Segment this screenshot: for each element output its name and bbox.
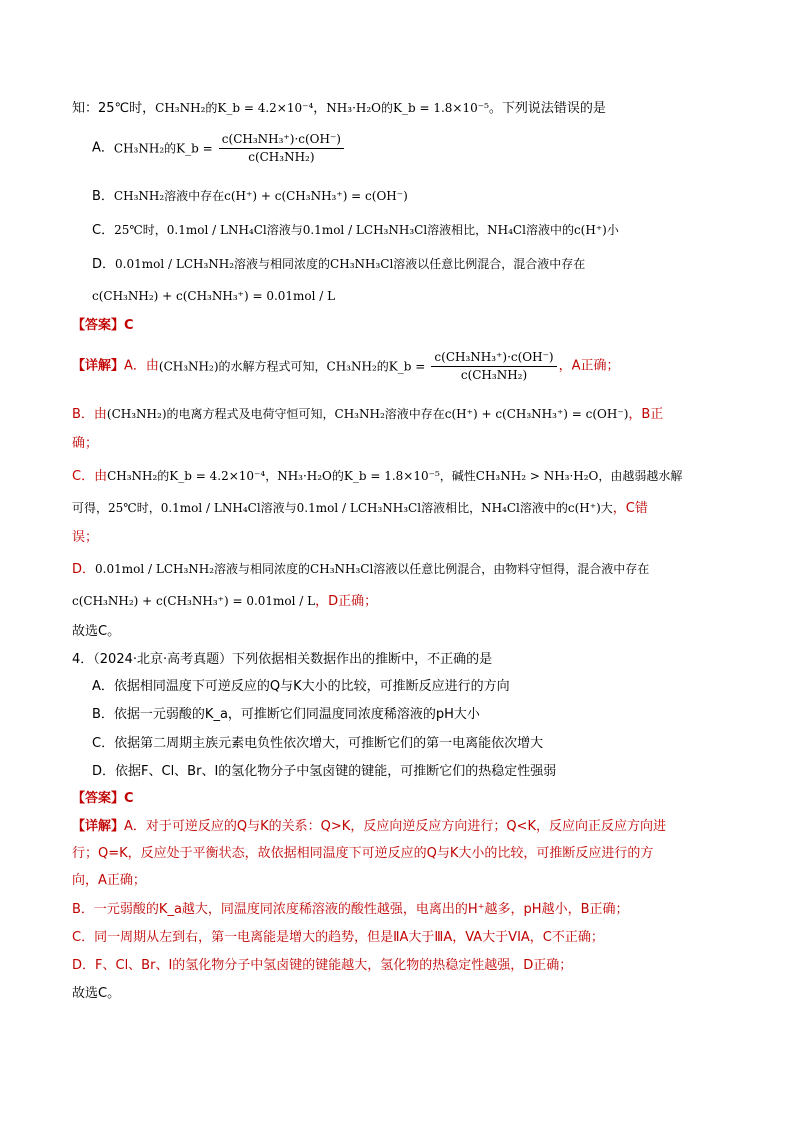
q3-stem-prefix: 知：25℃时， <box>72 101 156 116</box>
q4-option-b-text: B．依据一元弱酸的K_a，可推断它们同温度同浓度稀溶液的pH大小 <box>92 707 480 722</box>
q3-option-a-denominator: c(CH₃NH₂) <box>248 150 315 164</box>
q3-detail-b <box>72 406 722 423</box>
q4-detail-a-line3-text: 向，A正确； <box>72 873 146 888</box>
q3-option-c <box>92 222 742 239</box>
q3-detail-b-line2 <box>72 436 722 452</box>
q4-conclusion <box>72 986 722 1002</box>
q4-conclusion-text: 故选C。 <box>72 986 121 1001</box>
q3-option-c-label: C． <box>92 223 115 238</box>
q4-detail-label: 【详解】 <box>72 819 125 834</box>
q3-option-c-text: 25℃时，0.1mol / LNH₄Cl溶液与0.1mol / LCH₃NH₃Cl溶液相比，NH₄Cl溶液中的c(H⁺)小 <box>114 223 619 237</box>
q3-stem <box>72 100 722 117</box>
q3-detail-a-fraction <box>431 350 556 383</box>
q4-detail-c-text: C．同一周期从左到右，第一电离能是增大的趋势，但是ⅡA大于ⅢA，VA大于VIA，C不正确； <box>72 930 604 945</box>
q3-conclusion-text: 故选C。 <box>72 624 121 639</box>
q4-detail-c <box>72 930 722 946</box>
q3-option-a-numerator: c(CH₃NH₃⁺)·c(OH⁻) <box>219 132 344 149</box>
q3-option-b <box>92 188 742 205</box>
q3-detail-a-text: (CH₃NH₂)的水解方程式可知，CH₃NH₂的K_b = <box>158 359 426 374</box>
q4-detail-a <box>72 819 722 835</box>
q3-detail-a-suffix: ，A正确； <box>558 358 620 374</box>
q4-option-c-text: C．依据第二周期主族元素电负性依次增大，可推断它们的第一电离能依次增大 <box>92 736 544 751</box>
q3-detail-label: 【详解】 <box>72 358 125 374</box>
q3-detail-a-denominator: c(CH₃NH₂) <box>460 368 528 382</box>
q3-detail-d <box>72 561 722 578</box>
q3-detail-d-prefix: D． <box>72 562 96 577</box>
q4-option-c <box>92 736 742 752</box>
q3-stem-mid: ， <box>313 101 327 116</box>
q3-option-b-text: CH₃NH₂溶液中存在c(H⁺) + c(CH₃NH₃⁺) = c(OH⁻) <box>113 189 408 203</box>
q3-detail-c-line2 <box>72 500 722 517</box>
q3-detail-d-suffix: ，D正确； <box>315 594 378 609</box>
q4-option-a-text: A．依据相同温度下可逆反应的Q与K大小的比较，可推断反应进行的方向 <box>92 679 510 694</box>
q3-stem-suffix: 。下列说法错误的是 <box>488 101 606 116</box>
q3-detail-c-line3-text: 误； <box>72 530 99 545</box>
q3-option-d-text2: c(CH₃NH₂) + c(CH₃NH₃⁺) = 0.01mol / L <box>92 289 336 303</box>
q3-detail-c-text: CH₃NH₂的K_b = 4.2×10⁻⁴，NH₃·H₂O的K_b = 1.8×10⁻⁵，碱性CH₃NH₂ > NH₃·H₂O，由越弱越水解 <box>107 469 683 483</box>
q3-stem-math1: CH₃NH₂的K_b = 4.2×10⁻⁴ <box>155 101 314 115</box>
q4-detail-b-text: B．一元弱酸的K_a越大，同温度同浓度稀溶液的酸性越强，电离出的H⁺越多，pH越小，B正确； <box>72 902 629 917</box>
q3-option-a-label: A． <box>92 140 114 156</box>
q3-stem-math2: NH₃·H₂O的K_b = 1.8×10⁻⁵ <box>326 101 489 115</box>
q3-detail-c-line3 <box>72 530 722 546</box>
q4-detail-a-line2-text: 行；Q=K，反应处于平衡状态，故依据相同温度下可逆反应的Q与K大小的比较，可推断反应进行的方 <box>72 846 654 861</box>
q3-answer-label: 【答案】 <box>72 318 125 333</box>
q4-option-d-text: D．依据F、Cl、Br、I的氢化物分子中氢卤键的键能，可推断它们的热稳定性强弱 <box>92 764 557 779</box>
q4-option-b <box>92 707 742 723</box>
q3-detail-c-suffix: ，C错 <box>612 501 648 516</box>
q3-detail-d-line2 <box>72 593 722 610</box>
q4-stem <box>72 652 722 668</box>
q4-option-d <box>92 764 742 780</box>
q3-detail-c <box>72 468 722 485</box>
q4-answer <box>72 791 722 807</box>
q4-option-a <box>92 679 742 695</box>
q3-detail-b-line2-text: 确； <box>72 436 99 451</box>
q4-detail-d <box>72 958 722 974</box>
q4-detail-a-line2 <box>72 846 722 862</box>
q3-detail-a-numerator: c(CH₃NH₃⁺)·c(OH⁻) <box>431 350 556 367</box>
q3-detail-d-line2-text: c(CH₃NH₂) + c(CH₃NH₃⁺) = 0.01mol / L <box>72 594 316 608</box>
q3-answer <box>72 318 722 334</box>
q3-option-d-text1: 0.01mol / LCH₃NH₂溶液与相同浓度的CH₃NH₃Cl溶液以任意比例混合，混合液中存在 <box>115 257 586 271</box>
q3-detail-c-line2-text: 可得，25℃时，0.1mol / LNH₄Cl溶液与0.1mol / LCH₃NH₃Cl溶液相比，NH₄Cl溶液中的c(H⁺)大 <box>72 501 613 515</box>
q3-option-b-label: B． <box>92 189 114 204</box>
q3-conclusion <box>72 624 722 640</box>
q3-detail-b-text: (CH₃NH₂)的电离方程式及电荷守恒可知，CH₃NH₂溶液中存在c(H⁺) + c(CH₃NH₃⁺) = c(OH⁻) <box>106 407 629 421</box>
q3-detail-a-prefix: A．由 <box>124 358 159 374</box>
q4-detail-a-line1: A．对于可逆反应的Q与K的关系：Q>K，反应向逆反应方向进行；Q<K，反应向正反应方向进 <box>124 819 666 834</box>
q3-detail-d-text: 0.01mol / LCH₃NH₂溶液与相同浓度的CH₃NH₃Cl溶液以任意比例混合，由物料守恒得，混合液中存在 <box>95 562 650 576</box>
q3-detail-b-suffix: ，B正 <box>628 407 664 422</box>
q4-detail-d-text: D．F、Cl、Br、I的氢化物分子中氢卤键的键能越大，氢化物的热稳定性越强，D正确； <box>72 958 573 973</box>
q3-detail-c-prefix: C．由 <box>72 469 108 484</box>
q4-answer-label: 【答案】 <box>72 791 125 806</box>
q4-detail-b <box>72 902 722 918</box>
q3-option-d-line2 <box>92 288 742 305</box>
q3-option-d-label: D． <box>92 257 116 272</box>
q4-detail-a-line3 <box>72 873 722 889</box>
q3-detail-b-prefix: B．由 <box>72 407 107 422</box>
q3-option-d <box>92 256 742 273</box>
q4-answer-value: C <box>124 791 134 806</box>
q4-stem-text: 4．（2024·北京·高考真题）下列依据相关数据作出的推断中，不正确的是 <box>72 652 493 667</box>
q3-answer-value: C <box>124 318 134 333</box>
q3-option-a-lhs: CH₃NH₂的K_b = <box>113 141 213 156</box>
q3-option-a-fraction <box>219 132 344 165</box>
q3-option-a <box>92 132 742 165</box>
q3-detail-a <box>72 350 722 383</box>
